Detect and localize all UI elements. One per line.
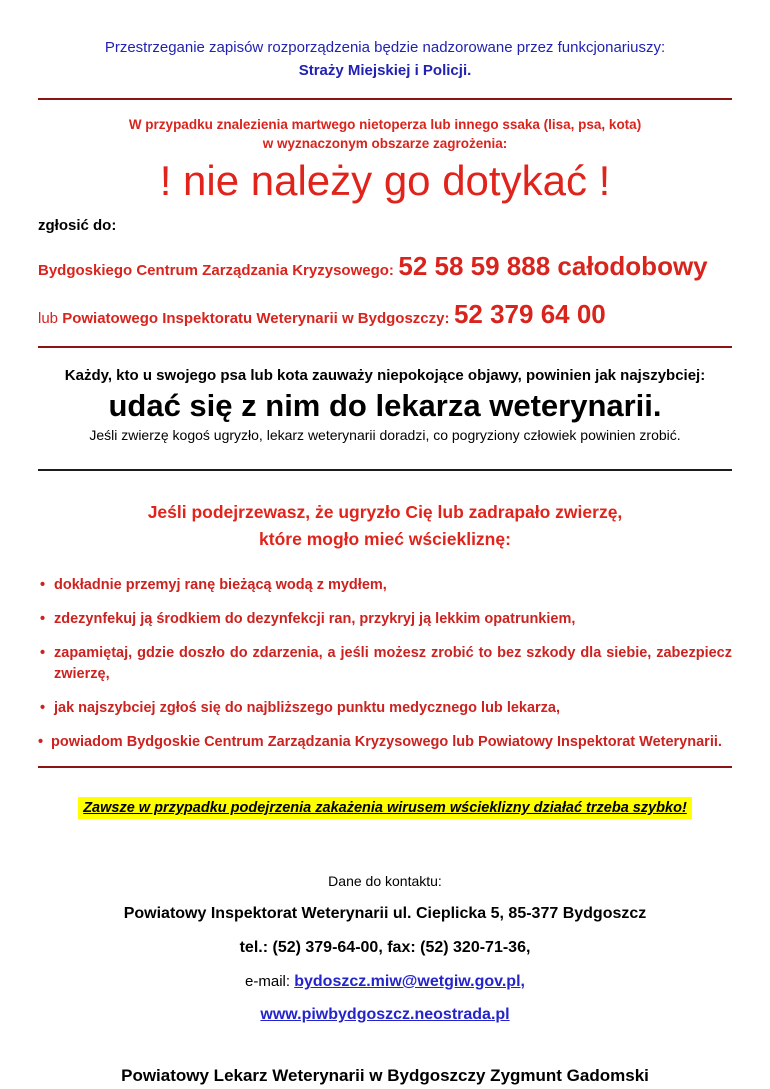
emergency-contact-2-prefix: lub — [38, 310, 63, 327]
dead-animal-warning-intro — [38, 115, 732, 153]
urgency-highlight-row — [38, 799, 732, 817]
inspectorate-phones: tel.: (52) 379-64-00, fax: (52) 320-71-36, — [239, 939, 531, 956]
bite-advice-heading — [38, 499, 732, 553]
section-divider-4 — [38, 766, 732, 768]
inspectorate-address: Powiatowy Inspektorat Weterynarii ul. Cieplicka 5, 85-377 Bydgoszcz — [123, 905, 647, 922]
do-not-touch-warning: ! nie należy go dotykać ! — [159, 157, 611, 204]
email-link[interactable]: bydoszcz.miw@wetgiw.gov.pl — [294, 973, 521, 990]
enforcement-notice-line1: Przestrzeganie zapisów rozporządzenia będzie nadzorowane przez funkcjonariuszy: — [104, 39, 666, 56]
enforcement-notice — [38, 36, 732, 82]
enforcement-notice-line2: Straży Miejskiej i Policji. — [298, 62, 472, 79]
emergency-contact-1-number: 52 58 59 888 całodobowy — [398, 251, 708, 281]
contact-details-heading: Dane do kontaktu: — [328, 873, 442, 889]
advice-item-medical-point: • jak najszybciej zgłoś się do najbliższego punktu medycznego lub lekarza, — [38, 698, 732, 719]
email-row — [38, 973, 732, 991]
vet-advice-main: udać się z nim do lekarza weterynarii. — [108, 388, 662, 423]
email-label: e-mail: — [245, 973, 295, 990]
bite-advice-heading-line2: które mogło mieć wściekliznę: — [259, 529, 511, 549]
signature-line: Powiatowy Lekarz Weterynarii w Bydgoszczy Zygmunt Gadomski — [121, 1066, 649, 1085]
contact-details-block — [38, 873, 732, 1024]
urgency-highlight-text: Zawsze w przypadku podejrzenia zakażenia wirusem wścieklizny działać trzeba szybko! — [78, 797, 692, 819]
emergency-contact-1 — [38, 251, 732, 282]
advice-item-disinfect: • zdezynfekuj ją środkiem do dezynfekcji ran, przykryj ją lekkim opatrunkiem, — [38, 609, 732, 630]
emergency-contact-2 — [38, 299, 732, 330]
section-divider-1 — [38, 98, 732, 100]
emergency-contact-2-number: 52 379 64 00 — [453, 299, 606, 329]
dead-animal-warning-line2: w wyznaczonym obszarze zagrożenia: — [262, 136, 508, 151]
advice-item-remember-location: • zapamiętaj, gdzie doszło do zdarzenia, a jeśli możesz zrobić to bez szkody dla siebie, zabezpiecz zwierzę, — [38, 643, 732, 685]
section-divider-2 — [38, 346, 732, 348]
advice-item-notify-authorities: • powiadom Bydgoskie Centrum Zarządzania Kryzysowego lub Powiatowy Inspektorat Weterynarii. — [38, 732, 732, 753]
vet-advice-intro: Każdy, kto u swojego psa lub kota zauważy niepokojące objawy, powinien jak najszybciej: — [64, 367, 706, 384]
vet-advice-note: Jeśli zwierzę kogoś ugryzło, lekarz weterynarii doradzi, co pogryziony człowiek powinien zrobić. — [89, 427, 681, 443]
bite-advice-list — [38, 575, 732, 753]
website-link[interactable]: www.piwbydgoszcz.neostrada.pl — [260, 1006, 510, 1023]
report-to-label: zgłosić do: — [38, 217, 117, 234]
advice-item-wash-wound: • dokładnie przemyj ranę bieżącą wodą z mydłem, — [38, 575, 732, 596]
section-divider-3 — [38, 469, 732, 471]
emergency-contact-2-label: Powiatowego Inspektoratu Weterynarii w Bydgoszczy: — [62, 310, 450, 327]
emergency-contact-1-label: Bydgoskiego Centrum Zarządzania Kryzysowego: — [38, 262, 394, 279]
dead-animal-warning-line1: W przypadku znalezienia martwego nietoperza lub innego ssaka (lisa, psa, kota) — [128, 117, 642, 132]
website-row — [38, 1006, 732, 1024]
email-suffix: , — [520, 973, 525, 990]
bite-advice-heading-line1: Jeśli podejrzewasz, że ugryzło Cię lub zadrapało zwierzę, — [147, 502, 623, 522]
